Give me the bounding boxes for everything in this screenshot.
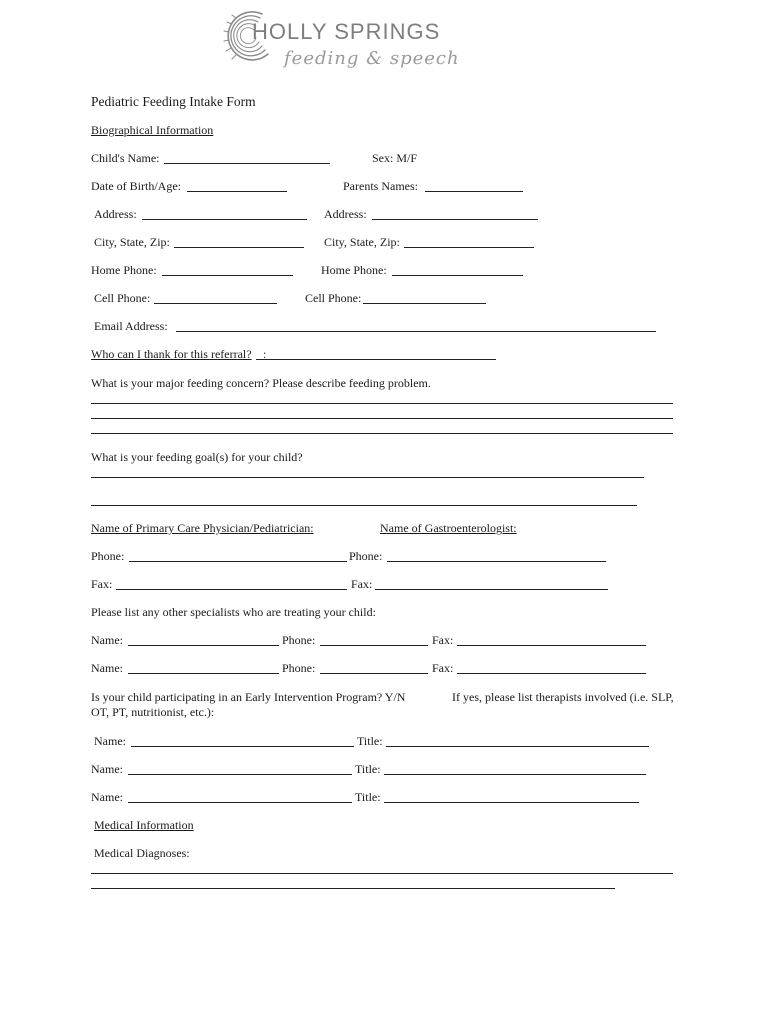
therapist-name-field-2[interactable] — [128, 774, 352, 775]
feeding-concern-line-2[interactable] — [91, 418, 673, 419]
brand-name: HOLLY SPRINGS — [252, 19, 441, 44]
dob-field[interactable] — [187, 191, 287, 192]
specialist-fax-field-1[interactable] — [457, 645, 646, 646]
home-phone-field-1[interactable] — [162, 275, 293, 276]
gi-fax-field[interactable] — [375, 589, 608, 590]
therapist-name-field-3[interactable] — [128, 802, 352, 803]
section-biographical: Biographical Information — [91, 123, 214, 137]
gi-heading: Name of Gastroenterologist: — [380, 521, 517, 535]
specialist-name-label-2: Name: — [91, 661, 123, 675]
child-name-label: Child's Name: — [91, 151, 160, 165]
pcp-fax-label: Fax: — [91, 577, 113, 591]
parents-field[interactable] — [425, 191, 523, 192]
home-phone-label-2: Home Phone: — [321, 263, 387, 277]
therapist-title-field-2[interactable] — [384, 774, 646, 775]
gi-phone-field[interactable] — [387, 561, 606, 562]
therapist-title-field-3[interactable] — [384, 802, 639, 803]
therapist-title-label-1: Title: — [357, 734, 383, 748]
specialist-name-field-2[interactable] — [128, 673, 279, 674]
specialist-phone-field-1[interactable] — [320, 645, 428, 646]
specialist-fax-label-1: Fax: — [432, 633, 454, 647]
city-field-1[interactable] — [174, 247, 304, 248]
specialist-fax-label-2: Fax: — [432, 661, 454, 675]
medical-diagnoses-label: Medical Diagnoses: — [94, 846, 190, 860]
pcp-fax-field[interactable] — [116, 589, 347, 590]
therapist-title-label-2: Title: — [355, 762, 381, 776]
address-label-1: Address: — [94, 207, 137, 221]
home-phone-field-2[interactable] — [392, 275, 523, 276]
medical-diagnoses-line-1[interactable] — [91, 873, 673, 874]
child-name-field[interactable] — [164, 163, 330, 164]
address-field-1[interactable] — [142, 219, 307, 220]
medical-diagnoses-line-2[interactable] — [91, 888, 615, 889]
therapist-name-field-1[interactable] — [131, 746, 354, 747]
pcp-heading: Name of Primary Care Physician/Pediatrician: — [91, 521, 314, 535]
cell-phone-label-2: Cell Phone: — [305, 291, 362, 305]
pcp-phone-label: Phone: — [91, 549, 125, 563]
specialists-question: Please list any other specialists who are treating your child: — [91, 605, 376, 619]
therapist-name-label-2: Name: — [91, 762, 123, 776]
early-intervention-question: Is your child participating in an Early Intervention Program? Y/N — [91, 690, 406, 704]
city-label-2: City, State, Zip: — [324, 235, 400, 249]
city-field-2[interactable] — [404, 247, 534, 248]
specialist-phone-field-2[interactable] — [320, 673, 428, 674]
specialist-phone-label-1: Phone: — [282, 633, 316, 647]
therapists-question-cont: OT, PT, nutritionist, etc.): — [91, 705, 215, 719]
therapist-title-label-3: Title: — [355, 790, 381, 804]
brand-tagline: feeding & speech — [284, 48, 460, 69]
gi-phone-label: Phone: — [349, 549, 383, 563]
specialist-name-field-1[interactable] — [128, 645, 279, 646]
section-medical: Medical Information — [94, 818, 194, 832]
cell-phone-field-2[interactable] — [363, 303, 486, 304]
referral-label: Who can I thank for this referral? — [91, 347, 252, 361]
specialist-fax-field-2[interactable] — [457, 673, 646, 674]
address-field-2[interactable] — [372, 219, 538, 220]
therapists-question: If yes, please list therapists involved (i.e. SLP, — [452, 690, 674, 704]
feeding-goals-question: What is your feeding goal(s) for your child? — [91, 450, 303, 464]
cell-phone-label-1: Cell Phone: — [94, 291, 151, 305]
logo — [222, 8, 462, 74]
specialist-phone-label-2: Phone: — [282, 661, 316, 675]
dob-label: Date of Birth/Age: — [91, 179, 181, 193]
feeding-goals-line-2[interactable] — [91, 505, 637, 506]
gi-fax-label: Fax: — [351, 577, 373, 591]
email-label: Email Address: — [94, 319, 168, 333]
referral-field[interactable] — [256, 359, 496, 360]
sex-label: Sex: M/F — [372, 151, 418, 165]
parents-label: Parents Names: — [343, 179, 418, 193]
therapist-name-label-1: Name: — [94, 734, 126, 748]
referral-colon: : — [263, 347, 267, 361]
feeding-goals-line-1[interactable] — [91, 477, 644, 478]
form-title: Pediatric Feeding Intake Form — [91, 94, 256, 109]
therapist-name-label-3: Name: — [91, 790, 123, 804]
address-label-2: Address: — [324, 207, 367, 221]
email-field[interactable] — [176, 331, 656, 332]
feeding-concern-question: What is your major feeding concern? Please describe feeding problem. — [91, 376, 431, 390]
city-label-1: City, State, Zip: — [94, 235, 170, 249]
cell-phone-field-1[interactable] — [154, 303, 277, 304]
specialist-name-label-1: Name: — [91, 633, 123, 647]
pcp-phone-field[interactable] — [129, 561, 347, 562]
feeding-concern-line-3[interactable] — [91, 433, 673, 434]
home-phone-label-1: Home Phone: — [91, 263, 157, 277]
feeding-concern-line-1[interactable] — [91, 403, 673, 404]
therapist-title-field-1[interactable] — [386, 746, 649, 747]
